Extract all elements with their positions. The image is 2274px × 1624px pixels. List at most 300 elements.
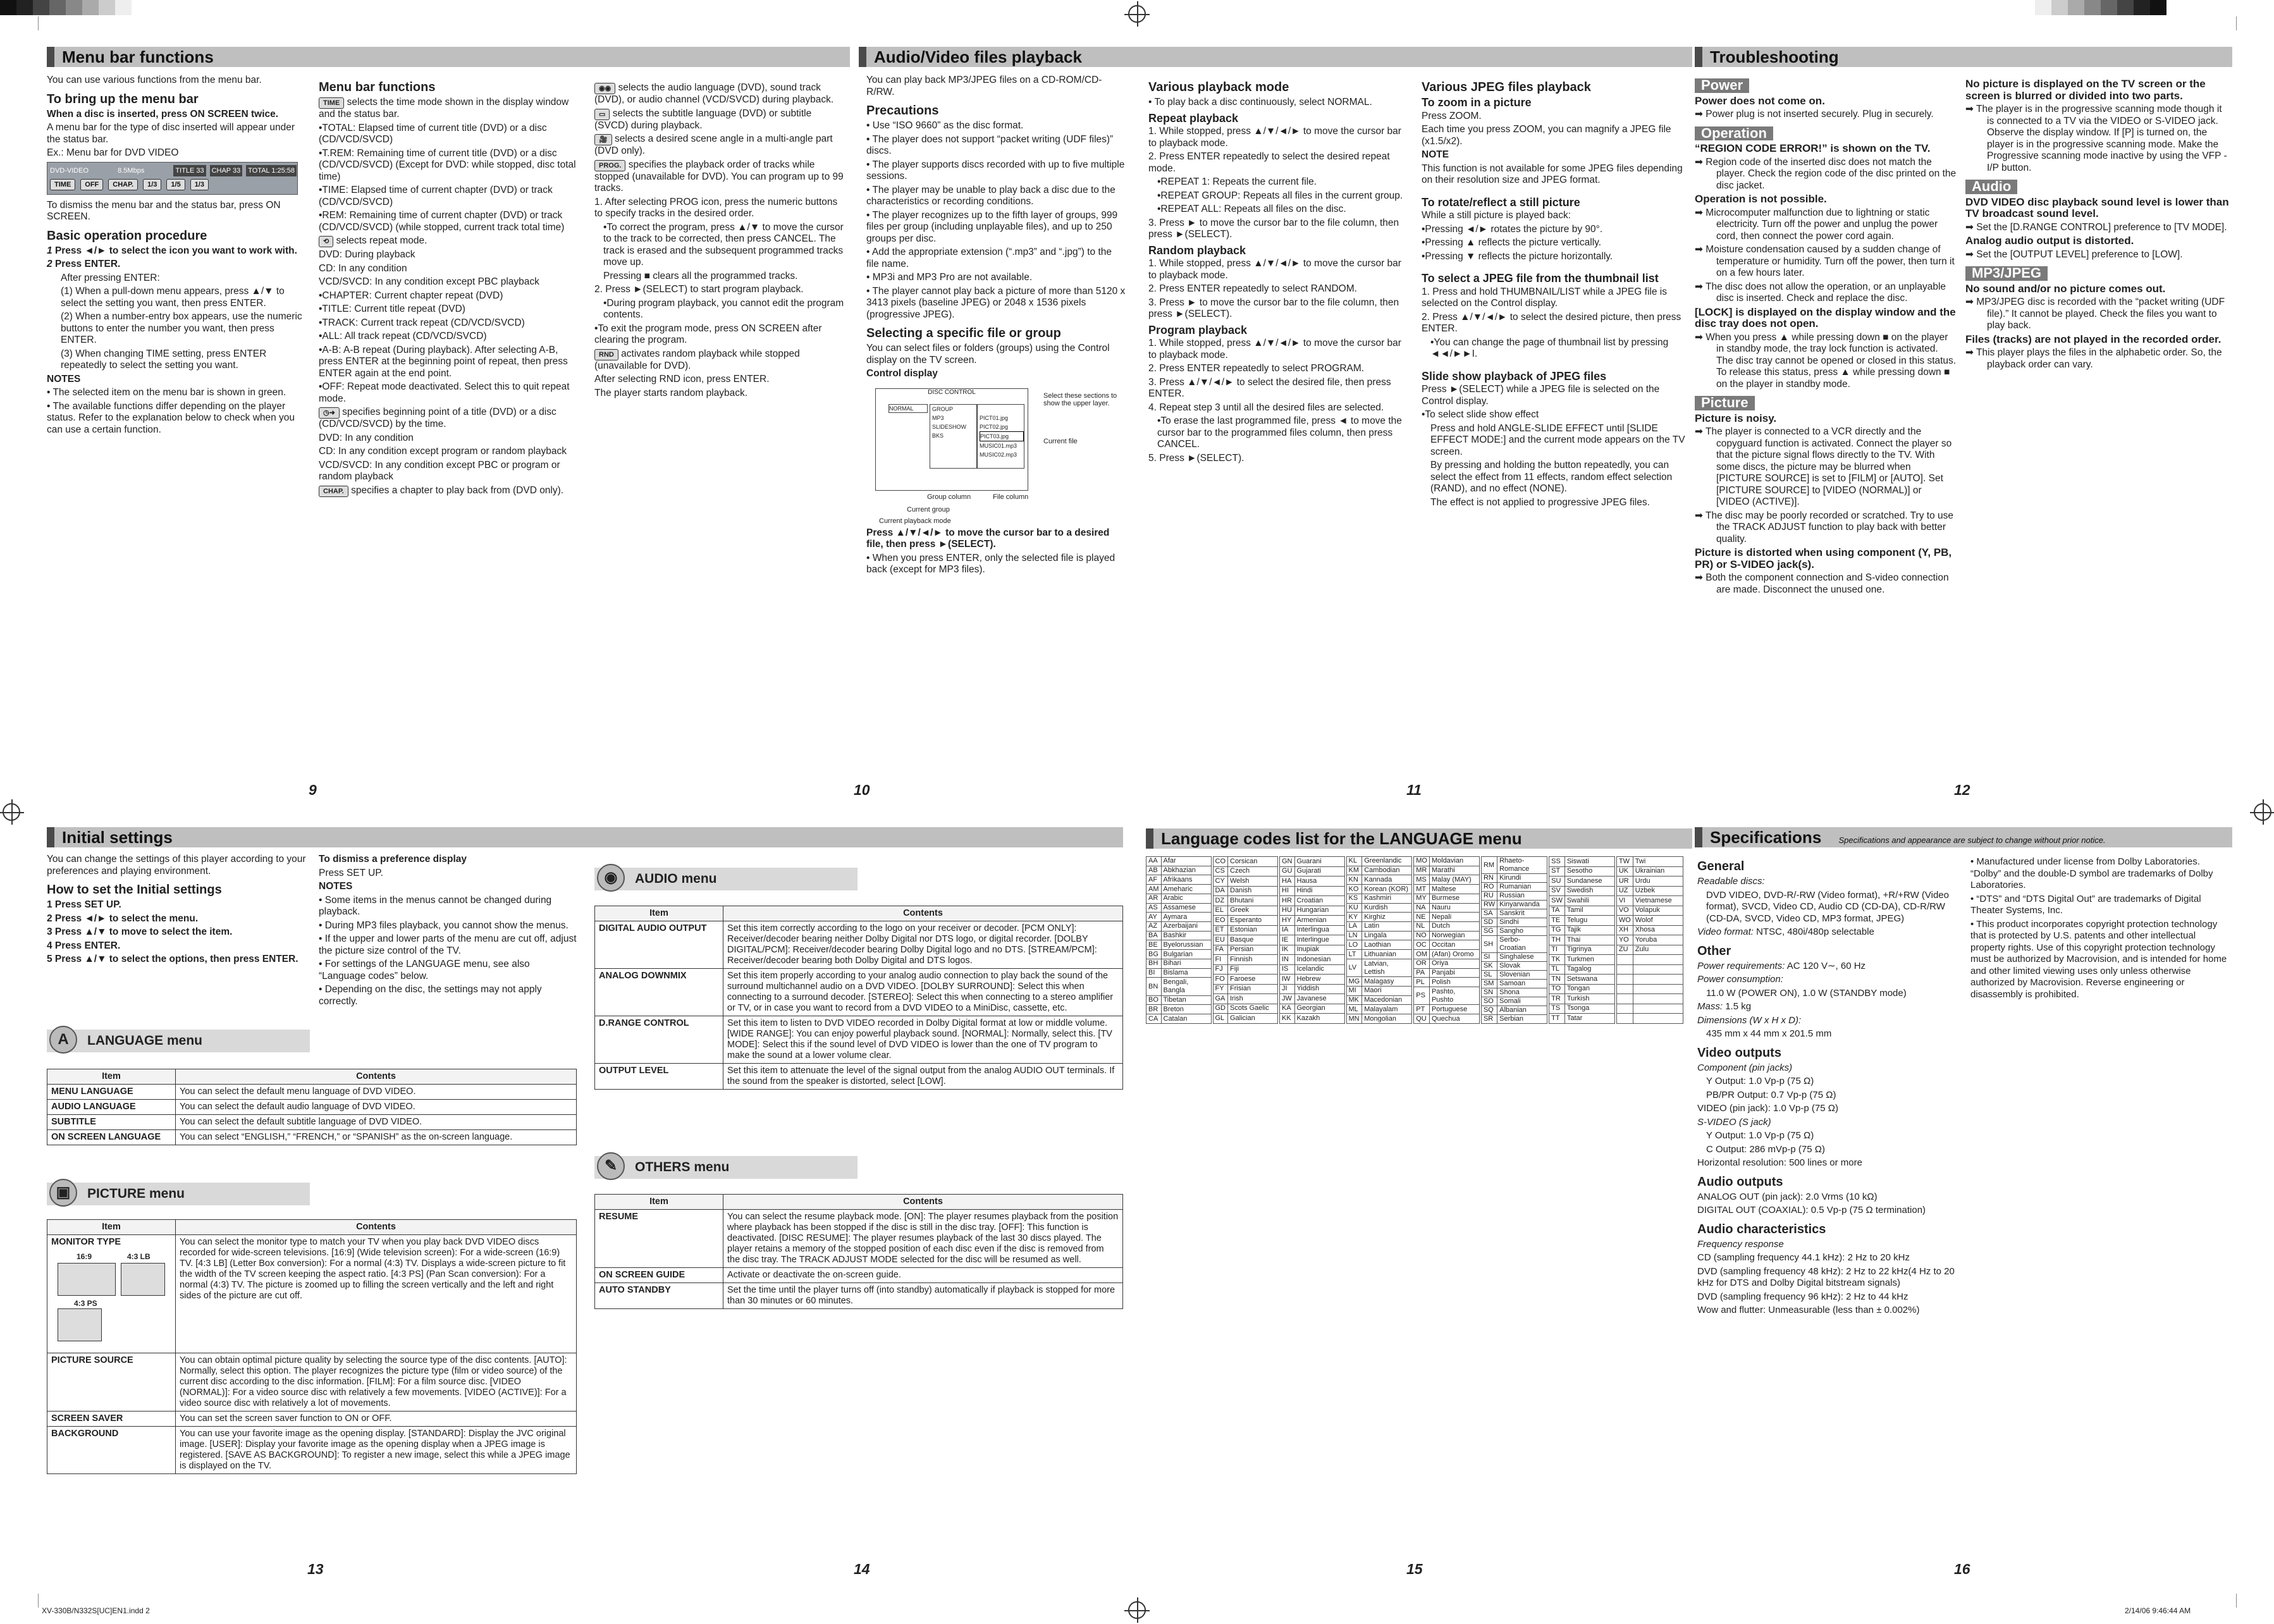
language-code: GU: [1280, 866, 1295, 877]
language-name: Bengali, Bangla: [1161, 978, 1211, 995]
language-code: BH: [1146, 959, 1162, 968]
time-search-function: [319, 407, 578, 431]
language-code: RM: [1481, 857, 1497, 874]
table-row: [47, 1100, 577, 1115]
precautions-heading: Precautions: [866, 104, 939, 118]
language-code-row: [1346, 894, 1412, 903]
language-name: Maori: [1362, 987, 1412, 996]
language-code-row: [1280, 886, 1345, 896]
audio-distorted-item-text: Set the [OUTPUT LEVEL] preference to [LOW].: [1976, 249, 2183, 260]
language-name: Serbian: [1497, 1015, 1547, 1024]
language-name: Tongan: [1564, 984, 1614, 994]
bar-rate-label: 8.5Mbps: [118, 166, 145, 175]
language-code-row: [1549, 877, 1615, 887]
picture-menu-title: PICTURE menu: [87, 1186, 185, 1201]
language-name: Occitan: [1429, 940, 1479, 950]
audio-low-item: ➡ Set the [D.RANGE CONTROL] preference to [TV MODE].: [1965, 221, 2227, 233]
language-code-row: [1481, 962, 1547, 971]
language-code: VI: [1616, 896, 1633, 906]
language-name: Welsh: [1228, 877, 1278, 887]
language-code: CY: [1213, 877, 1228, 887]
language-code-row: [1414, 866, 1480, 875]
language-code: LN: [1346, 931, 1362, 940]
video-out-8: Horizontal resolution: 500 lines or more: [1697, 1157, 1862, 1168]
language-name: Swedish: [1564, 886, 1614, 896]
language-name: Kirghiz: [1362, 913, 1412, 922]
control-display-diagram: [866, 382, 1126, 527]
video-out-2: Y Output: 1.0 Vp-p (75 Ω): [1706, 1076, 1814, 1086]
dismiss-pref-heading: To dismiss a preference display: [319, 854, 467, 864]
language-code-row: [1481, 936, 1547, 953]
dismiss-pref-text: Press SET UP.: [319, 867, 383, 878]
language-name: Burmese: [1429, 894, 1479, 903]
language-code-row: [1549, 906, 1615, 916]
language-code-row: [1414, 903, 1480, 913]
language-name: Tamil: [1564, 906, 1614, 916]
language-code-row: [1481, 988, 1547, 997]
language-code: KM: [1346, 866, 1362, 875]
mass: [1697, 1001, 1957, 1013]
language-code: VO: [1616, 906, 1633, 916]
row-item: [47, 1235, 176, 1353]
slide-4: By pressing and holding the button repeatedly, you can select the effect from 11 effects, random effect selection (RAND), and no effect (NONE).: [1430, 460, 1673, 494]
language-code: IS: [1280, 964, 1295, 975]
monitor-43ps-label: 4:3 PS: [74, 1299, 97, 1308]
page-9-title: Menu bar functions: [47, 47, 850, 67]
language-code-row: [1346, 995, 1412, 1005]
no-picture-item: ➡ The player is in the progressive scanning mode though it is connected to a TV via the VIDEO or S-VIDEO jack. Observe the display window. If [P] is turned on, the player is in the progressive scanning mode. Make the Progressive scanning mode inactive by using the VFP - I/P button.: [1965, 104, 2227, 173]
language-code: MS: [1414, 875, 1430, 885]
language-code: GL: [1213, 1014, 1228, 1024]
language-code: BR: [1146, 1005, 1162, 1014]
language-code: AM: [1146, 885, 1162, 894]
language-code-row: [1346, 1005, 1412, 1014]
row-item: RESUME: [595, 1210, 723, 1268]
row-contents: You can select the default menu language of DVD VIDEO.: [176, 1085, 577, 1100]
audio-low-heading: DVD VIDEO disc playback sound level is lower than TV broadcast sound level.: [1965, 195, 2229, 219]
language-code-row: [1213, 925, 1278, 935]
language-name: Hungarian: [1294, 906, 1344, 916]
prec-3: • The player supports discs recorded with up to five multiple sessions.: [866, 159, 1125, 181]
program-play-step-4a: •To erase the last programmed file, press ◄ to move the cursor bar to the programmed files column, then press CANCEL.: [1157, 415, 1402, 450]
note-2: • The available functions differ depending on the player status. Refer to the explanation below to check when you can use a certain function.: [47, 400, 295, 435]
prec-4: • The player may be unable to play back a disc due to the characteristics or recording conditions.: [866, 184, 1115, 207]
repeat-item-9: •OFF: Repeat mode deactivated. Select this to quit repeat mode.: [319, 381, 570, 404]
registration-mark-right: [2254, 803, 2271, 821]
power-req: [1697, 961, 1957, 973]
picture-distorted-heading: Picture is distorted when using component (Y, PB, PR) or S-VIDEO jack(s).: [1695, 546, 1952, 570]
language-code: KS: [1346, 894, 1362, 903]
language-code: LA: [1346, 922, 1362, 932]
language-code-row: [1146, 968, 1212, 978]
row-contents: Set the time until the player turns off (into standby) automatically if playback is stopped for more than 30 minutes or 60 minutes.: [723, 1283, 1123, 1309]
language-code: SL: [1481, 971, 1497, 980]
language-name: Thai: [1564, 935, 1614, 945]
language-code: ET: [1213, 925, 1228, 935]
table-row: [595, 1016, 1123, 1064]
language-code-row: [1146, 866, 1212, 875]
registration-mark-bottom: [1128, 1601, 1146, 1619]
language-code: TA: [1549, 906, 1565, 916]
language-code-row: [1213, 1004, 1278, 1014]
others-menu-banner: [594, 1156, 857, 1179]
language-code-row: [1280, 877, 1345, 887]
language-code: MR: [1414, 866, 1430, 875]
initial-note-2: • During MP3 files playback, you cannot show the menus.: [319, 920, 568, 931]
language-name: Frisian: [1228, 984, 1278, 994]
language-code: HR: [1280, 896, 1295, 906]
col-contents-header: Contents: [723, 1195, 1123, 1210]
language-code: RN: [1481, 874, 1497, 883]
language-code-row: [1280, 935, 1345, 945]
language-name: Irish: [1228, 994, 1278, 1004]
initial-notes-heading: NOTES: [319, 881, 353, 892]
trouble-column-1: [1695, 75, 1957, 598]
audio-icon: ◉◉: [594, 83, 615, 94]
language-code-row: [1414, 922, 1480, 932]
language-code-row: [1414, 1014, 1480, 1024]
mp3-order-item-text: This player plays the files in the alphabetic order. So, the playback order can vary.: [1976, 347, 2222, 370]
language-code: [1616, 984, 1633, 994]
language-code-row: [1414, 875, 1480, 885]
language-name: Finnish: [1228, 955, 1278, 965]
language-name: Bislama: [1161, 968, 1211, 978]
col-contents-header: Contents: [723, 906, 1123, 921]
time-function: [319, 97, 578, 121]
language-code: IW: [1280, 975, 1295, 985]
language-code-row: [1346, 977, 1412, 987]
language-name: Hindi: [1294, 886, 1344, 896]
mp3-jpeg-tag: MP3/JPEG: [1965, 266, 2048, 281]
language-code-row: [1481, 997, 1547, 1006]
monitor-169-image: [58, 1263, 116, 1296]
language-code-row: [1481, 883, 1547, 892]
page-number-15: 15: [1406, 1561, 1423, 1577]
language-code-row: [1346, 903, 1412, 913]
audio-menu-icon: ◉: [597, 864, 625, 892]
program-function-text: specifies the playback order of tracks while stopped (unavailable for DVD). You can program up to 99 tracks.: [594, 159, 844, 194]
video-outputs-heading: Video outputs: [1697, 1045, 1781, 1060]
row-item: BACKGROUND: [47, 1427, 176, 1474]
power-tag: Power: [1695, 78, 1749, 93]
language-name: Vietnamese: [1633, 896, 1683, 906]
bar-title-label: TITLE 33: [173, 165, 206, 177]
registration-mark-left: [3, 803, 20, 821]
language-code: [1616, 1014, 1633, 1024]
language-name: Danish: [1228, 886, 1278, 896]
language-name: Afar: [1161, 857, 1211, 866]
language-code-row: [1346, 1014, 1412, 1024]
language-code-row: [1280, 955, 1345, 965]
angle-icon: 🎥: [594, 134, 612, 145]
language-code: KO: [1346, 885, 1362, 894]
others-menu-title: OTHERS menu: [635, 1160, 730, 1174]
random-start: The player starts random playback.: [594, 387, 748, 398]
picture-tag: Picture: [1695, 396, 1755, 410]
row-contents: Activate or deactivate the on-screen guide.: [723, 1268, 1123, 1283]
language-name: Turkish: [1564, 994, 1614, 1004]
table-row: [595, 969, 1123, 1016]
language-code-row: [1549, 857, 1615, 867]
repeat-function-text: selects repeat mode.: [336, 235, 427, 246]
language-code-row: [1414, 894, 1480, 903]
others-menu-table: [594, 1194, 1123, 1309]
language-code: SS: [1549, 857, 1565, 867]
language-code: JW: [1280, 994, 1295, 1004]
language-code-row: [1146, 995, 1212, 1005]
readable-discs: DVD VIDEO, DVD-R/-RW (Video format), +R/+RW (Video format), SVCD, Video CD, Audio CD (CD-DA), CD-R/RW (CD-DA, SVCD, Video CD, MP3 format, JPEG): [1706, 889, 1949, 924]
language-name: Serbo-Croatian: [1497, 936, 1547, 953]
mp3-nosound-item: ➡ MP3/JPEG disc is recorded with the “packet writing (UDF file).” It cannot be played. Check the files you want to play back.: [1965, 297, 2225, 331]
crop-mark: [38, 1594, 39, 1608]
program-icon: PROG.: [594, 160, 625, 171]
language-name: Turkmen: [1564, 955, 1614, 965]
prec-7: • MP3i and MP3 Pro are not available.: [866, 272, 1033, 283]
program-step-3: •To exit the program mode, press ON SCREEN after clearing the program.: [594, 323, 822, 345]
language-name: Tigrinya: [1564, 945, 1614, 955]
language-code: SA: [1481, 909, 1497, 918]
page-number-14: 14: [854, 1561, 870, 1577]
repeat-item-4: •CHAPTER: Current chapter repeat (DVD): [319, 290, 503, 301]
callout-current-file: Current file: [1043, 437, 1078, 445]
language-code: KA: [1280, 1004, 1295, 1014]
language-code-row: [1280, 984, 1345, 994]
language-name: Pashto, Pushto: [1429, 987, 1479, 1005]
menubar-intro-column: [47, 75, 306, 438]
language-code-row: [1481, 874, 1547, 883]
page-number-16: 16: [1954, 1561, 1970, 1577]
language-code: HY: [1280, 916, 1295, 926]
prec-8: • The player cannot play back a picture of more than 5120 x 3413 pixels (baseline JPEG) or 2048 x 1536 pixels (progressive JPEG).: [866, 285, 1126, 320]
prec-8-text: The player cannot play back a picture of more than 5120 x 3413 pixels (baseline JPEG) or 2048 x 1536 pixels (progressive JPEG).: [866, 285, 1126, 320]
language-code: FY: [1213, 984, 1228, 994]
language-name: Setswana: [1564, 975, 1614, 985]
language-code: ZU: [1616, 945, 1633, 955]
row-contents: You can select the default audio language of DVD VIDEO.: [176, 1100, 577, 1115]
after-enter-1: (1) When a pull-down menu appears, press ▲/▼ to select the setting you want, then press ENTER.: [61, 286, 285, 309]
menubar-sample-image: [47, 162, 298, 195]
language-code-row: [1616, 975, 1683, 985]
press-cursor-bold: Press ▲/▼/◄/► to move the cursor bar to a desired file, then press ►(SELECT).: [866, 527, 1110, 550]
language-name: Slovak: [1497, 962, 1547, 971]
language-code: YO: [1616, 935, 1633, 945]
time-search-icon: ◷➜: [319, 407, 340, 419]
select-file-heading: Selecting a specific file or group: [866, 326, 1061, 340]
press-cursor-note-text: When you press ENTER, only the selected file is played back (except for MP3 files).: [866, 552, 1115, 575]
language-code-row: [1280, 916, 1345, 926]
row-item: SUBTITLE: [47, 1115, 176, 1130]
language-code-row: [1549, 964, 1615, 975]
language-code-row: [1549, 886, 1615, 896]
zoom-note-heading: NOTE: [1422, 149, 1449, 160]
language-name: Catalan: [1161, 1014, 1211, 1024]
language-code-row: [1346, 913, 1412, 922]
audio-char-2: CD (sampling frequency 44.1 kHz): 2 Hz to 20 kHz: [1697, 1252, 1910, 1263]
power-item-text: Power plug is not inserted securely. Plug in securely.: [1706, 109, 1934, 120]
picture-distorted-item: ➡ Both the component connection and S-video connection are made. Disconnect the unused one.: [1695, 572, 1949, 595]
specs-title-note: Specifications and appearance are subject to change without prior notice.: [1838, 835, 2106, 845]
operation-impossible-item: ➡ The disc does not allow the operation, or an unplayable disc is inserted. Check and replace the disc.: [1695, 281, 1946, 304]
mp3-order-item: ➡ This player plays the files in the alphabetic order. So, the playback order can vary.: [1965, 347, 2222, 370]
language-code: TI: [1549, 945, 1565, 955]
language-name: Kirundi: [1497, 874, 1547, 883]
language-code: TW: [1616, 857, 1633, 867]
language-code-row: [1616, 886, 1683, 896]
language-code-row: [1549, 994, 1615, 1004]
initial-note-4: • For settings of the LANGUAGE menu, see also “Language codes” below.: [319, 959, 530, 981]
language-name: Swahili: [1564, 896, 1614, 906]
language-code: BO: [1146, 995, 1162, 1005]
audio-menu-table: [594, 906, 1123, 1090]
language-code-row: [1146, 978, 1212, 995]
repeat-step-2: 2. Press ENTER repeatedly to select the desired repeat mode.: [1148, 151, 1390, 174]
monitor-43ps-image: [58, 1308, 102, 1341]
language-name: Korean (KOR): [1362, 885, 1412, 894]
row-item: AUTO STANDBY: [595, 1283, 723, 1309]
language-name: Interlingua: [1294, 925, 1344, 935]
col-contents-header: Contents: [176, 1220, 577, 1235]
language-code-column: [1279, 856, 1345, 1024]
callout-group-column: Group column: [927, 493, 971, 501]
language-name: Tatar: [1564, 1014, 1614, 1024]
language-code: QU: [1414, 1014, 1430, 1024]
dim-value: 435 mm x 44 mm x 201.5 mm: [1706, 1028, 1832, 1039]
monitor-type-images: [51, 1248, 171, 1343]
language-code: SR: [1481, 1015, 1497, 1024]
language-code-row: [1481, 980, 1547, 988]
language-code: PL: [1414, 978, 1430, 987]
language-name: Byelorussian: [1161, 940, 1211, 950]
language-code-row: [1213, 866, 1278, 877]
language-code-row: [1146, 940, 1212, 950]
video-out-6: Y Output: 1.0 Vp-p (75 Ω): [1706, 1130, 1814, 1141]
language-code-row: [1146, 857, 1212, 866]
program-play-step-5: 5. Press ►(SELECT).: [1148, 452, 1245, 464]
language-code: PT: [1414, 1005, 1430, 1014]
language-code-row: [1280, 896, 1345, 906]
row-contents: You can use your favorite image as the opening display. [STANDARD]: Display the JVC original image. [USER]: Display your favorite image as the opening display when a JPEG image is registered. [SAVE AS BACKGROUND]: To register a new image, select this while a JPEG image is displayed on the TV.: [176, 1427, 577, 1474]
select-file-text: You can select files or folders (groups) using the Control display on the TV screen.: [866, 343, 1110, 366]
callout-playback-mode: Current playback mode: [879, 517, 951, 525]
note-2-text: The available functions differ depending on the player status. Refer to the explanation below to check when you can use a certain function.: [47, 400, 295, 435]
language-name: Arabic: [1161, 894, 1211, 903]
page-number-10: 10: [854, 782, 870, 798]
language-code-row: [1414, 940, 1480, 950]
menubar-functions-heading: Menu bar functions: [319, 80, 436, 94]
picture-noisy-item: ➡ The disc may be poorly recorded or scratched. Try to use the TRACK ADJUST function to play back with better quality.: [1695, 510, 1953, 544]
language-codes-grid: [1146, 856, 1692, 1033]
prec-6: • Add the appropriate extension (“.mp3” and “.jpg”) to the file name.: [866, 247, 1112, 269]
language-code: EU: [1213, 935, 1228, 945]
row-item: OUTPUT LEVEL: [595, 1064, 723, 1090]
time-search-item-3: VCD/SVCD: In any condition except PBC or program or random playback: [319, 459, 560, 482]
language-name: Sanskrit: [1497, 909, 1547, 918]
language-code-row: [1146, 875, 1212, 885]
press-cursor-note: • When you press ENTER, only the selected file is played back (except for MP3 files).: [866, 552, 1115, 575]
language-code: FJ: [1213, 964, 1228, 975]
table-row: [595, 1064, 1123, 1090]
initial-step-5: 5 Press ▲/▼ to select the options, then press ENTER.: [47, 954, 298, 964]
random-playback-heading: Random playback: [1148, 243, 1246, 257]
language-name: Nepali: [1429, 913, 1479, 922]
language-code-row: [1280, 945, 1345, 955]
group-item: SLIDESHOW: [932, 423, 967, 430]
language-code-row: [1549, 945, 1615, 955]
program-step-2a: •During program playback, you cannot edit the program contents.: [603, 297, 844, 320]
language-code: UZ: [1616, 886, 1633, 896]
thumb-1: 1. Press and hold THUMBNAIL/LIST while a JPEG file is selected on the Control display.: [1422, 286, 1667, 309]
page-12-title: Troubleshooting: [1695, 47, 2232, 67]
language-code-row: [1280, 857, 1345, 867]
repeat-item-5: •TITLE: Current title repeat (DVD): [319, 304, 465, 314]
callout-sections: Select these sections to show the upper layer.: [1043, 391, 1117, 407]
language-menu-table: [47, 1069, 577, 1145]
program-play-step-3: 3. Press ▲/▼/◄/► to select the desired file, then press ENTER.: [1148, 376, 1391, 399]
language-name: Marathi: [1429, 866, 1479, 875]
table-row: [47, 1085, 577, 1100]
power-item: ➡ Power plug is not inserted securely. Plug in securely.: [1695, 109, 1934, 120]
initial-step-3: 3 Press ▲/▼ to move to select the item.: [47, 926, 233, 937]
prec-5: • The player recognizes up to the fifth layer of groups, 999 files per group (including unplayable files), and up to 250 groups per disc.: [866, 209, 1118, 244]
language-code-row: [1146, 931, 1212, 940]
step-1: 1 Press ◄/► to select the icon you want to work with.: [47, 245, 297, 256]
row-contents: You can select “ENGLISH,” “FRENCH,” or “SPANISH” as the on-screen language.: [176, 1130, 577, 1145]
bar-repeat-icon: OFF: [80, 179, 103, 190]
normal-mode-cell: NORMAL: [888, 404, 928, 413]
language-name: [1633, 955, 1683, 965]
audio-low-item-text: Set the [D.RANGE CONTROL] preference to [TV MODE].: [1976, 221, 2227, 233]
table-row: [47, 1130, 577, 1145]
language-code-row: [1213, 916, 1278, 926]
av-column-3: [1422, 75, 1687, 510]
readable-discs-label: Readable discs:: [1697, 876, 1765, 887]
operation-impossible-item-2: Moisture condensation caused by a sudden change of temperature or humidity. Turn off the power, then turn it on a few hours later.: [1706, 244, 1955, 278]
language-code: SK: [1481, 962, 1497, 971]
initial-column-1: [47, 854, 306, 968]
program-step-1a: •To correct the program, press ▲/▼ to move the cursor to the track to be corrected, then press CANCEL. The track is erased and the subsequent programmed tracks move up.: [603, 221, 844, 268]
language-name: Persian: [1228, 945, 1278, 955]
language-code: SW: [1549, 896, 1565, 906]
table-row: [595, 1268, 1123, 1283]
language-code: NO: [1414, 931, 1430, 940]
row-item: MENU LANGUAGE: [47, 1085, 176, 1100]
language-code-row: [1616, 925, 1683, 935]
initial-note-1-text: Some items in the menus cannot be changed during playback.: [319, 894, 552, 917]
language-code-row: [1213, 906, 1278, 916]
language-menu-banner: [47, 1030, 310, 1052]
language-code-row: [1280, 925, 1345, 935]
initial-step-1: 1 Press SET UP.: [47, 899, 121, 910]
row-item: AUDIO LANGUAGE: [47, 1100, 176, 1115]
menubar-functions-column-2: [594, 82, 847, 401]
language-code-row: [1414, 987, 1480, 1005]
initial-howto-heading: How to set the Initial settings: [47, 883, 222, 897]
repeat-item-1: DVD: During playback: [319, 249, 415, 260]
language-code: KY: [1346, 913, 1362, 922]
language-name: Portuguese: [1429, 1005, 1479, 1014]
row-contents: Set this item to listen to DVD VIDEO recorded in Dolby Digital format at low or middle volume. [WIDE RANGE]: You can enjoy powerful playback sound. [NORMAL]: Normally, select this. [TV MODE]: Select this if the sound level of DVD VIDEO is lower than the one of TV program to make the sound at a lower volume clear.: [723, 1016, 1123, 1064]
page-10-title: Audio/Video files playback: [859, 47, 1692, 67]
language-code: AS: [1146, 903, 1162, 913]
time-item-2: •T.REM: Remaining time of current title (DVD) or a disc (CD/VCD/SVCD) (Except for DVD: while stopped, disc total time): [319, 147, 576, 182]
region-error-heading: “REGION CODE ERROR!” is shown on the TV.: [1695, 142, 1931, 154]
col-contents-header: Contents: [176, 1069, 577, 1085]
language-code-row: [1146, 950, 1212, 959]
monitor-169-label: 16:9: [77, 1252, 92, 1261]
language-name: Croatian: [1294, 896, 1344, 906]
language-name: Indonesian: [1294, 955, 1344, 965]
col-item-header: Item: [47, 1220, 176, 1235]
